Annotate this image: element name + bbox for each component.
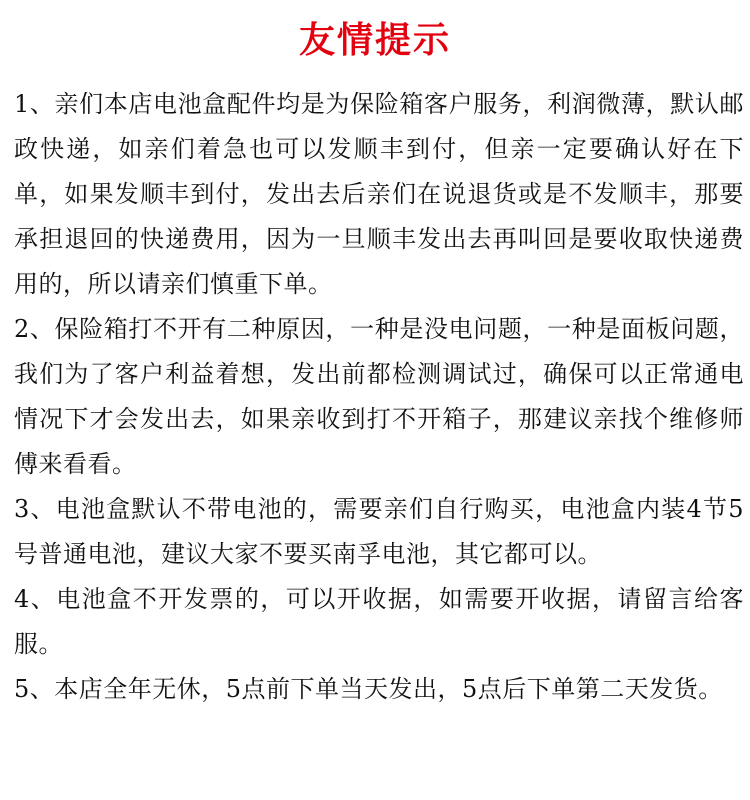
notice-list bbox=[14, 82, 744, 712]
notice-item-3: 3、电池盒默认不带电池的，需要亲们自行购买，电池盒内装4节5号普通电池，建议大家不要买南孚电池，其它都可以。 bbox=[14, 495, 744, 568]
notice-item-5: 5、本店全年无休，5点前下单当天发出，5点后下单第二天发货。 bbox=[14, 675, 723, 703]
notice-item-1: 1、亲们本店电池盒配件均是为保险箱客户服务，利润微薄，默认邮政快递，如亲们着急也可以发顺丰到付，但亲一定要确认好在下单，如果发顺丰到付，发出去后亲们在说退货或是不发顺丰，那要承担退回的快递费用，因为一旦顺丰发出去再叫回是要收取快递费用的，所以请亲们慎重下单。 bbox=[14, 90, 744, 298]
notice-item-4: 4、电池盒不开发票的，可以开收据，如需要开收据，请留言给客服。 bbox=[14, 585, 744, 658]
page-title: 友情提示 bbox=[298, 19, 451, 61]
notice-item-2: 2、保险箱打不开有二种原因，一种是没电问题，一种是面板问题，我们为了客户利益着想，发出前都检测调试过，确保可以正常通电情况下才会发出去，如果亲收到打不开箱子，那建议亲找个维修师傅来看看。 bbox=[14, 315, 744, 478]
